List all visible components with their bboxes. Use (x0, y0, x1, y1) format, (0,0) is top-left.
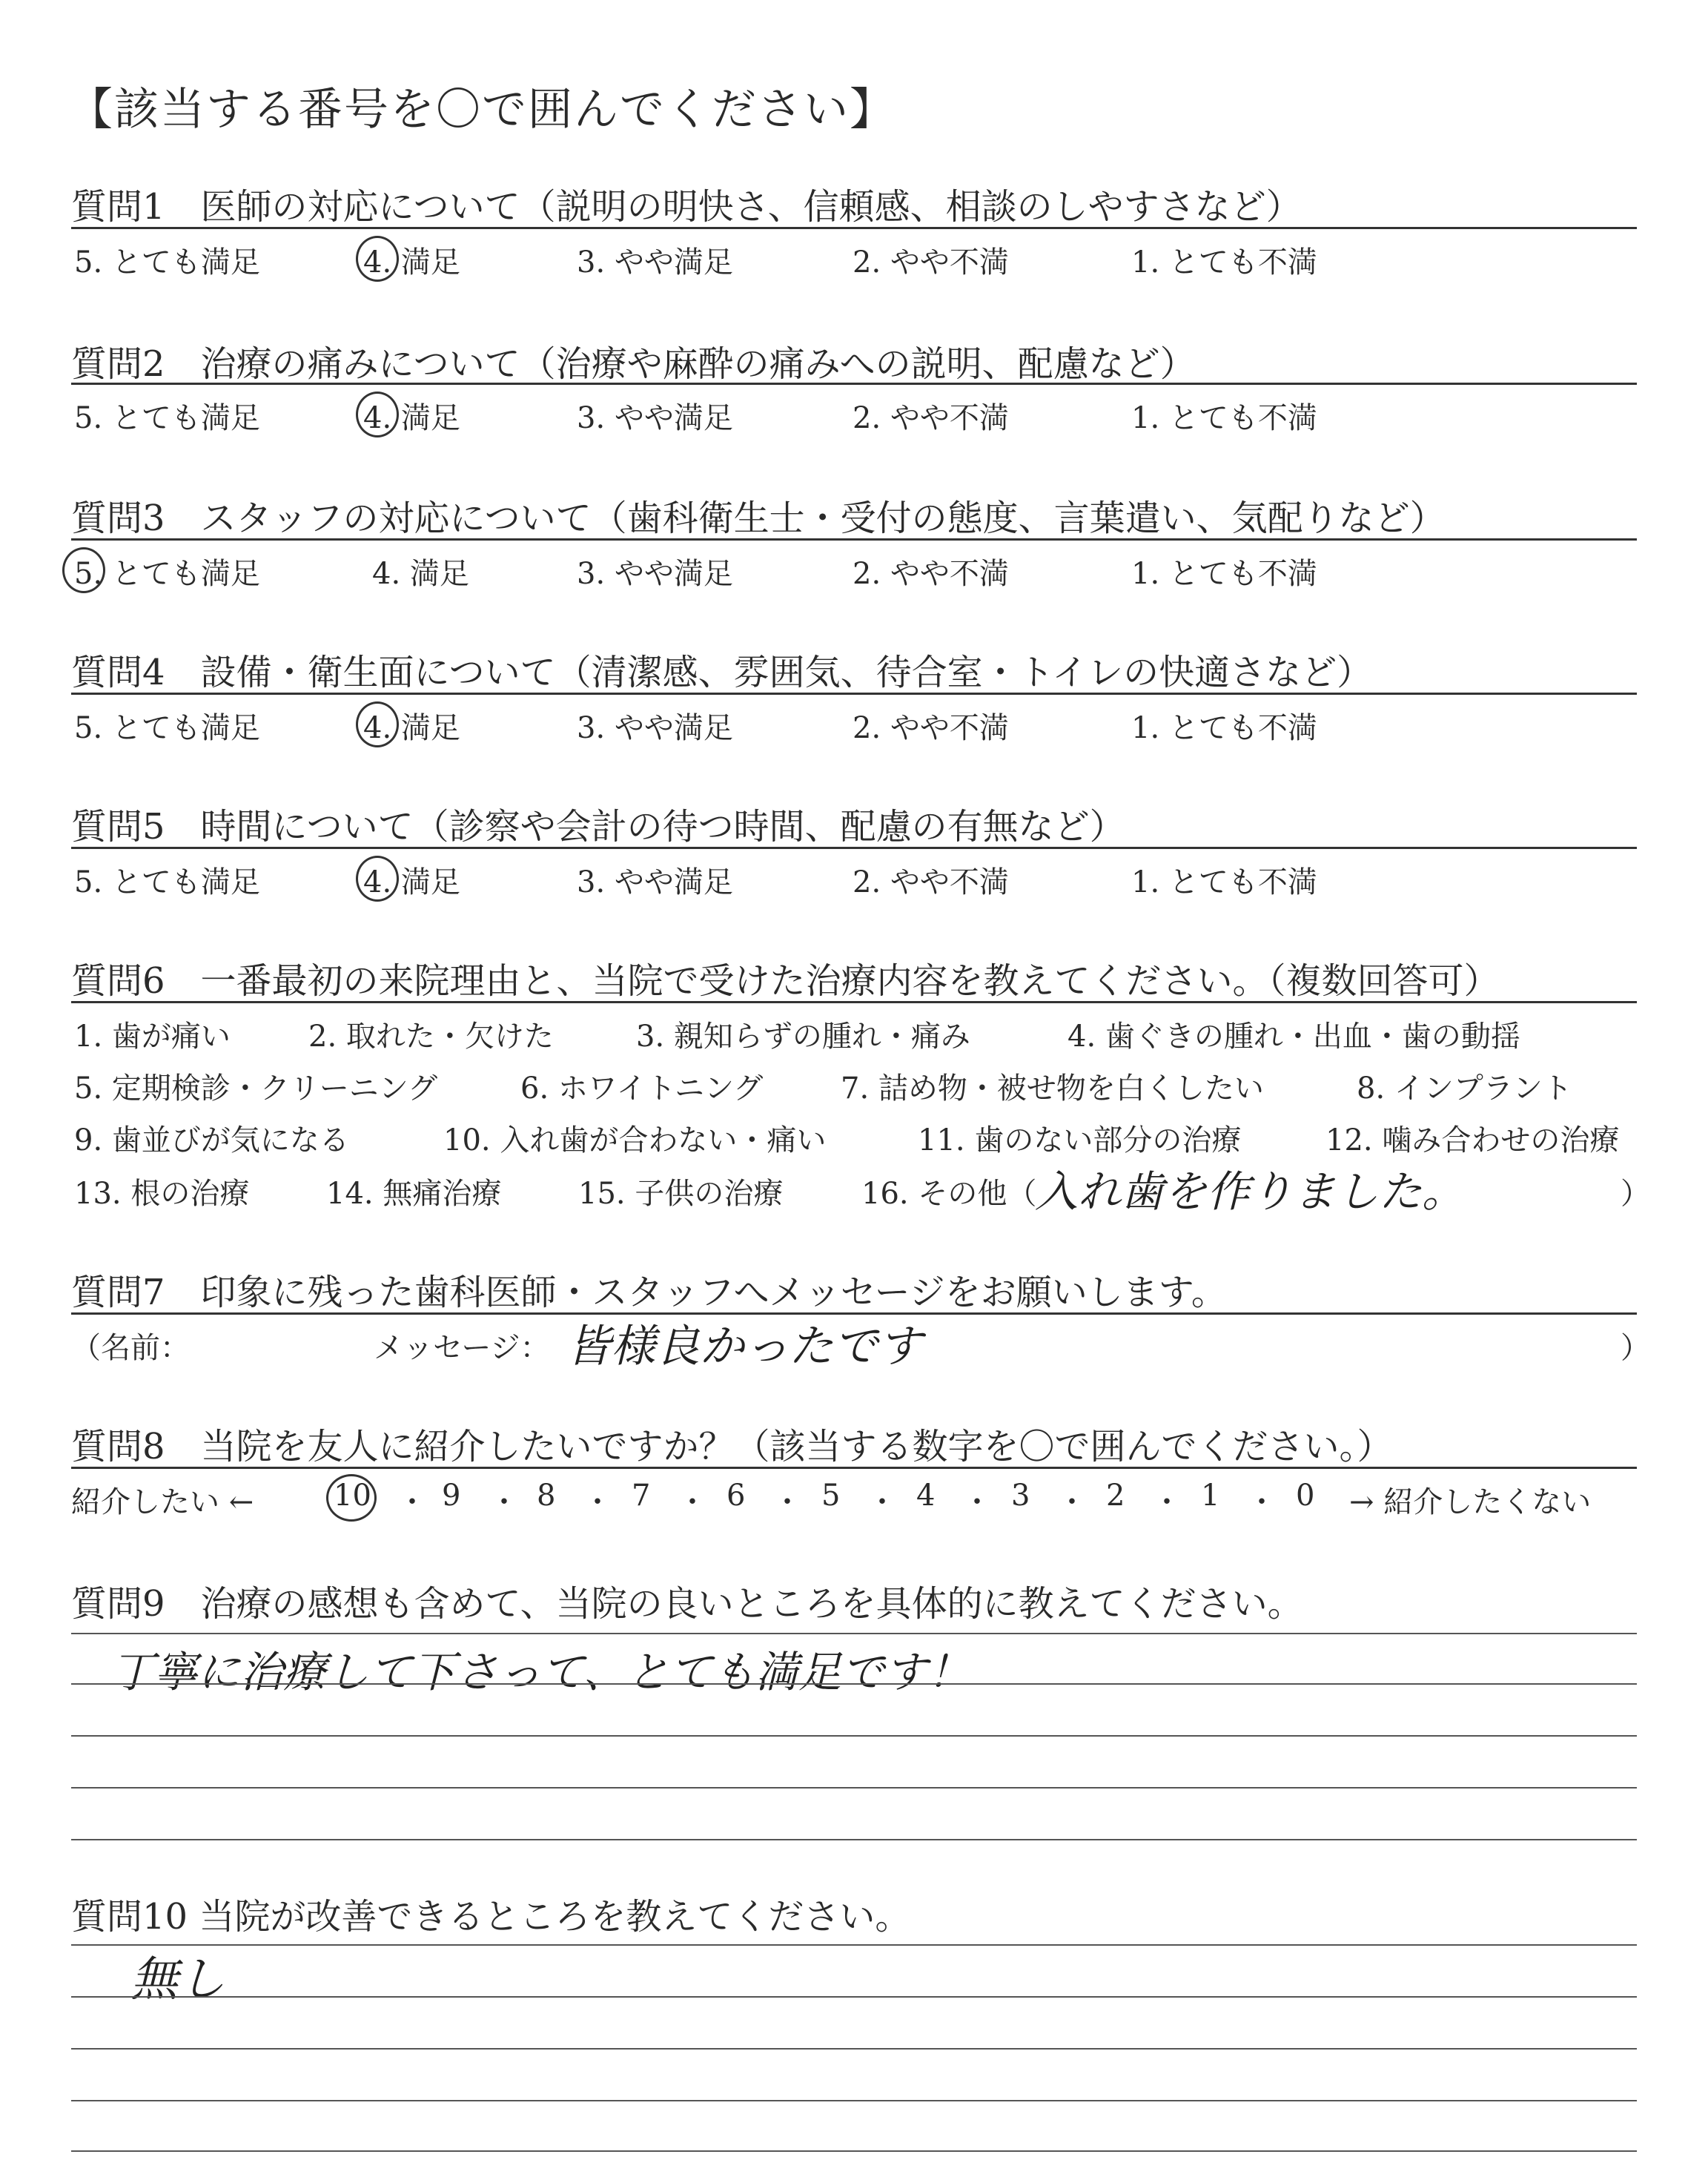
q2-option-3[interactable]: 3. やや満足 (577, 401, 733, 435)
q5-selection-circle (356, 856, 399, 902)
q4-option-3[interactable]: 3. やや満足 (577, 711, 733, 745)
q9-answer-line (71, 1683, 1637, 1685)
question-5-title: 質問5 時間について（診察や会計の待つ時間、配慮の有無など） (71, 806, 1125, 848)
q4-option-1[interactable]: 1. とても不満 (1131, 711, 1317, 745)
q6-option-15[interactable]: 15. 子供の治療 (578, 1177, 784, 1211)
q4-option-2[interactable]: 2. やや不満 (853, 711, 1009, 745)
q6-option-1[interactable]: 1. 歯が痛い (74, 1020, 231, 1054)
question-6-title: 質問6 一番最初の来院理由と、当院で受けた治療内容を教えてください。（複数回答可） (71, 960, 1500, 1002)
q3-option-3[interactable]: 3. やや満足 (577, 557, 733, 591)
q8-scale-dot: ・ (1247, 1485, 1277, 1519)
q3-option-5[interactable]: 5. とても満足 (74, 557, 260, 591)
q9-answer-line (71, 1633, 1637, 1634)
q6-option-10[interactable]: 10. 入れ歯が合わない・痛い (443, 1123, 827, 1157)
q8-scale-5[interactable]: 5 (821, 1479, 841, 1513)
question-4-title: 質問4 設備・衛生面について（清潔感、雰囲気、待合室・トイレの快適さなど） (71, 652, 1373, 693)
q9-answer-line (71, 1839, 1637, 1840)
q5-option-3[interactable]: 3. やや満足 (577, 865, 733, 899)
q6-option-11[interactable]: 11. 歯のない部分の治療 (918, 1123, 1242, 1157)
question-6-rule (71, 1001, 1637, 1003)
q10-answer-line (71, 1996, 1637, 1998)
q1-option-3[interactable]: 3. やや満足 (577, 245, 733, 280)
q9-answer-line (71, 1735, 1637, 1737)
q6-option-6[interactable]: 6. ホワイトニング (520, 1071, 764, 1106)
page-title: 【該当する番号を〇で囲んでください】 (68, 84, 896, 136)
q1-selection-circle (356, 236, 399, 282)
q6-option-12[interactable]: 12. 噛み合わせの治療 (1325, 1123, 1620, 1157)
q2-option-5[interactable]: 5. とても満足 (74, 401, 260, 435)
question-9-title: 質問9 治療の感想も含めて、当院の良いところを具体的に教えてください。 (71, 1583, 1303, 1625)
q2-option-2[interactable]: 2. やや不満 (853, 401, 1009, 435)
q7-close-paren: ） (1621, 1331, 1650, 1365)
q6-other-handwritten: 入れ歯を作りました。 (1035, 1166, 1466, 1217)
q2-selection-circle (356, 392, 399, 437)
q6-option-5[interactable]: 5. 定期検診・クリーニング (74, 1071, 438, 1106)
q9-answer-handwritten: 丁寧に治療して下さって、とても満足です！ (111, 1647, 970, 1697)
q8-scale-3[interactable]: 3 (1011, 1479, 1030, 1513)
q6-option-7[interactable]: 7. 詰め物・被せ物を白くしたい (841, 1071, 1264, 1106)
q6-option-14[interactable]: 14. 無痛治療 (326, 1177, 502, 1211)
q7-message-handwritten: 皆様良かったです (566, 1321, 922, 1373)
q3-option-1[interactable]: 1. とても不満 (1131, 557, 1317, 591)
question-10-title: 質問10 当院が改善できるところを教えてください。 (71, 1896, 911, 1938)
q1-option-4[interactable]: 4. 満足 (363, 245, 460, 280)
q3-selection-circle (62, 547, 105, 593)
q2-option-4[interactable]: 4. 満足 (363, 401, 460, 435)
q6-option-9[interactable]: 9. 歯並びが気になる (74, 1123, 349, 1157)
q6-option-2[interactable]: 2. 取れた・欠けた (308, 1020, 554, 1054)
question-2-title: 質問2 治療の痛みについて（治療や麻酔の痛みへの説明、配慮など） (71, 343, 1196, 385)
q5-option-5[interactable]: 5. とても満足 (74, 865, 260, 899)
q7-name-label: （名前： (71, 1331, 190, 1365)
q8-scale-dot: ・ (962, 1485, 992, 1519)
q1-option-5[interactable]: 5. とても満足 (74, 245, 260, 280)
question-3-rule (71, 538, 1637, 541)
q6-other-close-paren: ） (1621, 1177, 1650, 1211)
q1-option-1[interactable]: 1. とても不満 (1131, 245, 1317, 280)
question-7-title: 質問7 印象に残った歯科医師・スタッフへメッセージをお願いします。 (71, 1272, 1227, 1313)
q8-scale-2[interactable]: 2 (1106, 1479, 1125, 1513)
q4-option-5[interactable]: 5. とても満足 (74, 711, 260, 745)
q5-option-1[interactable]: 1. とても不満 (1131, 865, 1317, 899)
q6-option-13[interactable]: 13. 根の治療 (74, 1177, 250, 1211)
question-5-rule (71, 847, 1637, 849)
q8-scale-dot: ・ (397, 1485, 427, 1519)
q3-option-2[interactable]: 2. やや不満 (853, 557, 1009, 591)
q8-scale-dot: ・ (1152, 1485, 1182, 1519)
q8-left-label: 紹介したい ← (71, 1485, 254, 1519)
question-3-title: 質問3 スタッフの対応について（歯科衛生士・受付の態度、言葉遣い、気配りなど） (71, 498, 1446, 539)
q8-scale-dot: ・ (1057, 1485, 1087, 1519)
q8-right-label: → 紹介したくない (1349, 1485, 1592, 1519)
q1-option-2[interactable]: 2. やや不満 (853, 245, 1009, 280)
q10-answer-line (71, 2150, 1637, 2152)
q8-scale-1[interactable]: 1 (1201, 1479, 1220, 1513)
q8-scale-dot: ・ (772, 1485, 802, 1519)
question-8-title: 質問8 当院を友人に紹介したいですか？（該当する数字を〇で囲んでください。） (71, 1426, 1393, 1467)
q5-option-4[interactable]: 4. 満足 (363, 865, 460, 899)
q6-option-4[interactable]: 4. 歯ぐきの腫れ・出血・歯の動揺 (1068, 1020, 1520, 1054)
question-4-rule (71, 693, 1637, 695)
q10-answer-handwritten: 無し (130, 1952, 225, 2007)
q8-scale-9[interactable]: 9 (442, 1479, 461, 1513)
q8-scale-0[interactable]: 0 (1296, 1479, 1315, 1513)
q8-scale-8[interactable]: 8 (537, 1479, 556, 1513)
q7-message-label: メッセージ： (374, 1331, 550, 1365)
q2-option-1[interactable]: 1. とても不満 (1131, 401, 1317, 435)
q4-selection-circle (356, 701, 399, 747)
q6-option-8[interactable]: 8. インプラント (1357, 1071, 1572, 1106)
q5-option-2[interactable]: 2. やや不満 (853, 865, 1009, 899)
q4-option-4[interactable]: 4. 満足 (363, 711, 460, 745)
question-1-title: 質問1 医師の対応について（説明の明快さ、信頼感、相談のしやすさなど） (71, 186, 1302, 228)
q10-answer-line (71, 2048, 1637, 2050)
q9-answer-line (71, 1787, 1637, 1789)
q10-answer-line (71, 1944, 1637, 1946)
q8-scale-7[interactable]: 7 (632, 1479, 651, 1513)
question-1-rule (71, 227, 1637, 229)
q3-option-4[interactable]: 4. 満足 (372, 557, 469, 591)
q10-answer-line (71, 2100, 1637, 2101)
q8-scale-4[interactable]: 4 (916, 1479, 936, 1513)
q8-scale-dot: ・ (678, 1485, 707, 1519)
q8-scale-10[interactable]: 10 (334, 1479, 371, 1513)
question-8-rule (71, 1467, 1637, 1469)
q8-scale-dot: ・ (867, 1485, 897, 1519)
q8-scale-6[interactable]: 6 (726, 1479, 746, 1513)
question-2-rule (71, 383, 1637, 385)
q6-option-16[interactable]: 16. その他（ (861, 1177, 1037, 1211)
q8-scale-dot: ・ (489, 1485, 519, 1519)
q8-scale-dot: ・ (583, 1485, 612, 1519)
q6-option-3[interactable]: 3. 親知らずの腫れ・痛み (636, 1020, 970, 1054)
